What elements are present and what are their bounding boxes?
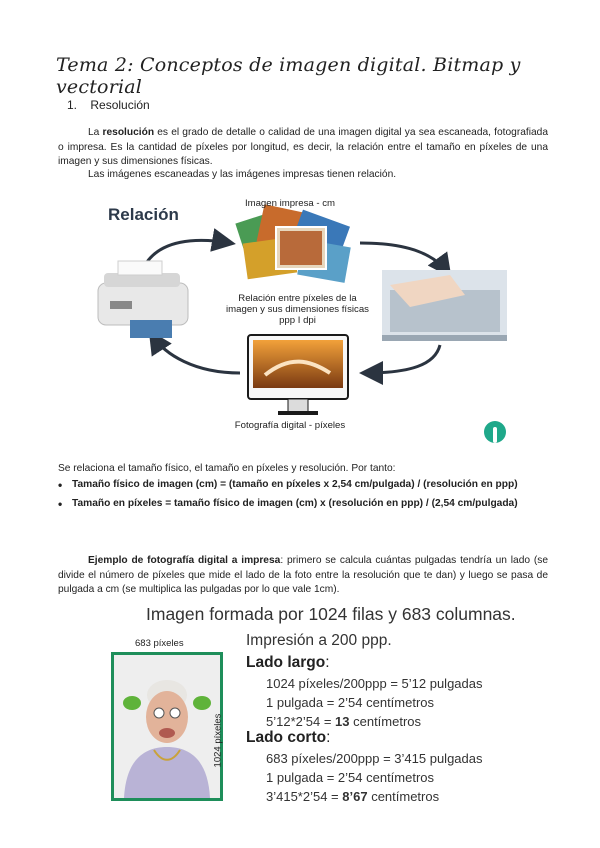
long-side-result-unit: centímetros [349,714,422,729]
floating-action-button[interactable] [484,421,506,443]
long-side-result-value: 13 [335,714,350,729]
photo-stack-icon [235,204,350,283]
short-side-block [246,729,483,806]
label-printed-image: Imagen impresa - cm [244,198,336,209]
photo-frame [111,652,223,801]
label-relation-line3: ppp I dpi [279,315,316,326]
short-side-result [266,787,483,806]
formula-list [58,478,548,515]
formula-item: • Tamaño físico de imagen (cm) = (tamaño en píxeles x 2,54 cm/pulgada) / (resolución en ppp) [58,478,548,493]
p1-prefix: La [88,127,103,138]
formula-item: • Tamaño en píxeles = tamaño físico de imagen (cm) x (resolución en ppp) / (2,54 cm/pulgada) [58,497,548,512]
example-heading: Imagen formada por 1024 filas y 683 columnas. [146,604,516,624]
monitor-icon [248,335,348,415]
short-side-result-unit: centímetros [367,789,440,804]
label-relation-line1: Relación entre píxeles de la [238,293,357,304]
short-side-result-prefix: 3’415*2’54 = [266,789,343,804]
photo-height-label: 1024 píxeles [212,713,224,768]
short-side-title-text: Lado corto [246,729,327,746]
long-side-block [246,654,483,731]
short-side-result-value: 8’67 [342,789,368,804]
long-side-title-text: Lado largo [246,654,326,671]
plus-icon [493,427,497,443]
label-relation-line2: imagen y sus dimensiones físicas [226,304,369,315]
figure-title: Relación [108,205,179,224]
long-side-line: 1024 píxeles/200ppp = 5’12 pulgadas [266,676,483,691]
long-side-colon: : [325,654,330,671]
section-number: 1. [67,98,78,112]
long-side-title [246,654,483,672]
intro-paragraph [58,126,548,170]
short-side-line: 683 píxeles/200ppp = 3’415 pulgadas [266,751,483,766]
photo-width-label: 683 píxeles [135,638,184,649]
page-title: Tema 2: Conceptos de imagen digital. Bitmap y vectorial [56,54,521,98]
intro-paragraph-2: Las imágenes escaneadas y las imágenes impresas tienen relación. [88,169,397,180]
relation-text: Se relaciona el tamaño físico, el tamaño en píxeles y resolución. Por tanto: [58,463,396,474]
short-side-title [246,729,483,747]
portrait-image [114,655,220,798]
p1-rest: es el grado de detalle o calidad de una imagen digital ya sea escaneada, fotografiada o impresa. Es la cantidad de píxeles por longitud, es decir, la relación entre el tamaño en píxeles de una imagen y sus dimensiones físicas. [58,127,548,168]
short-side-line: 1 pulgada = 2’54 centímetros [266,770,435,785]
example-paragraph [58,554,548,598]
example-bold: Ejemplo de fotografía digital a impresa [88,555,281,566]
section-label: Resolución [90,98,150,112]
example-print-resolution: Impresión a 200 ppp. [246,632,392,649]
long-side-line: 1 pulgada = 2’54 centímetros [266,695,435,710]
p1-bold: resolución [102,127,155,138]
short-side-colon: : [326,729,331,746]
scanner-icon [382,270,507,341]
long-side-result-prefix: 5’12*2’54 = [266,714,336,729]
label-relation [210,293,385,326]
label-digital-photo: Fotografía digital - píxeles [234,420,346,431]
section-heading [67,98,150,112]
example-rest: : primero se calcula cuántas pulgadas tendría un lado (se divide el número de píxeles que mide el lado de la foto entre la resolución que te dan) y luego se pasa de pulgada a cm (se multiplica las pulgadas por lo que vale 1cm). [58,555,548,596]
printer-icon [98,261,188,338]
